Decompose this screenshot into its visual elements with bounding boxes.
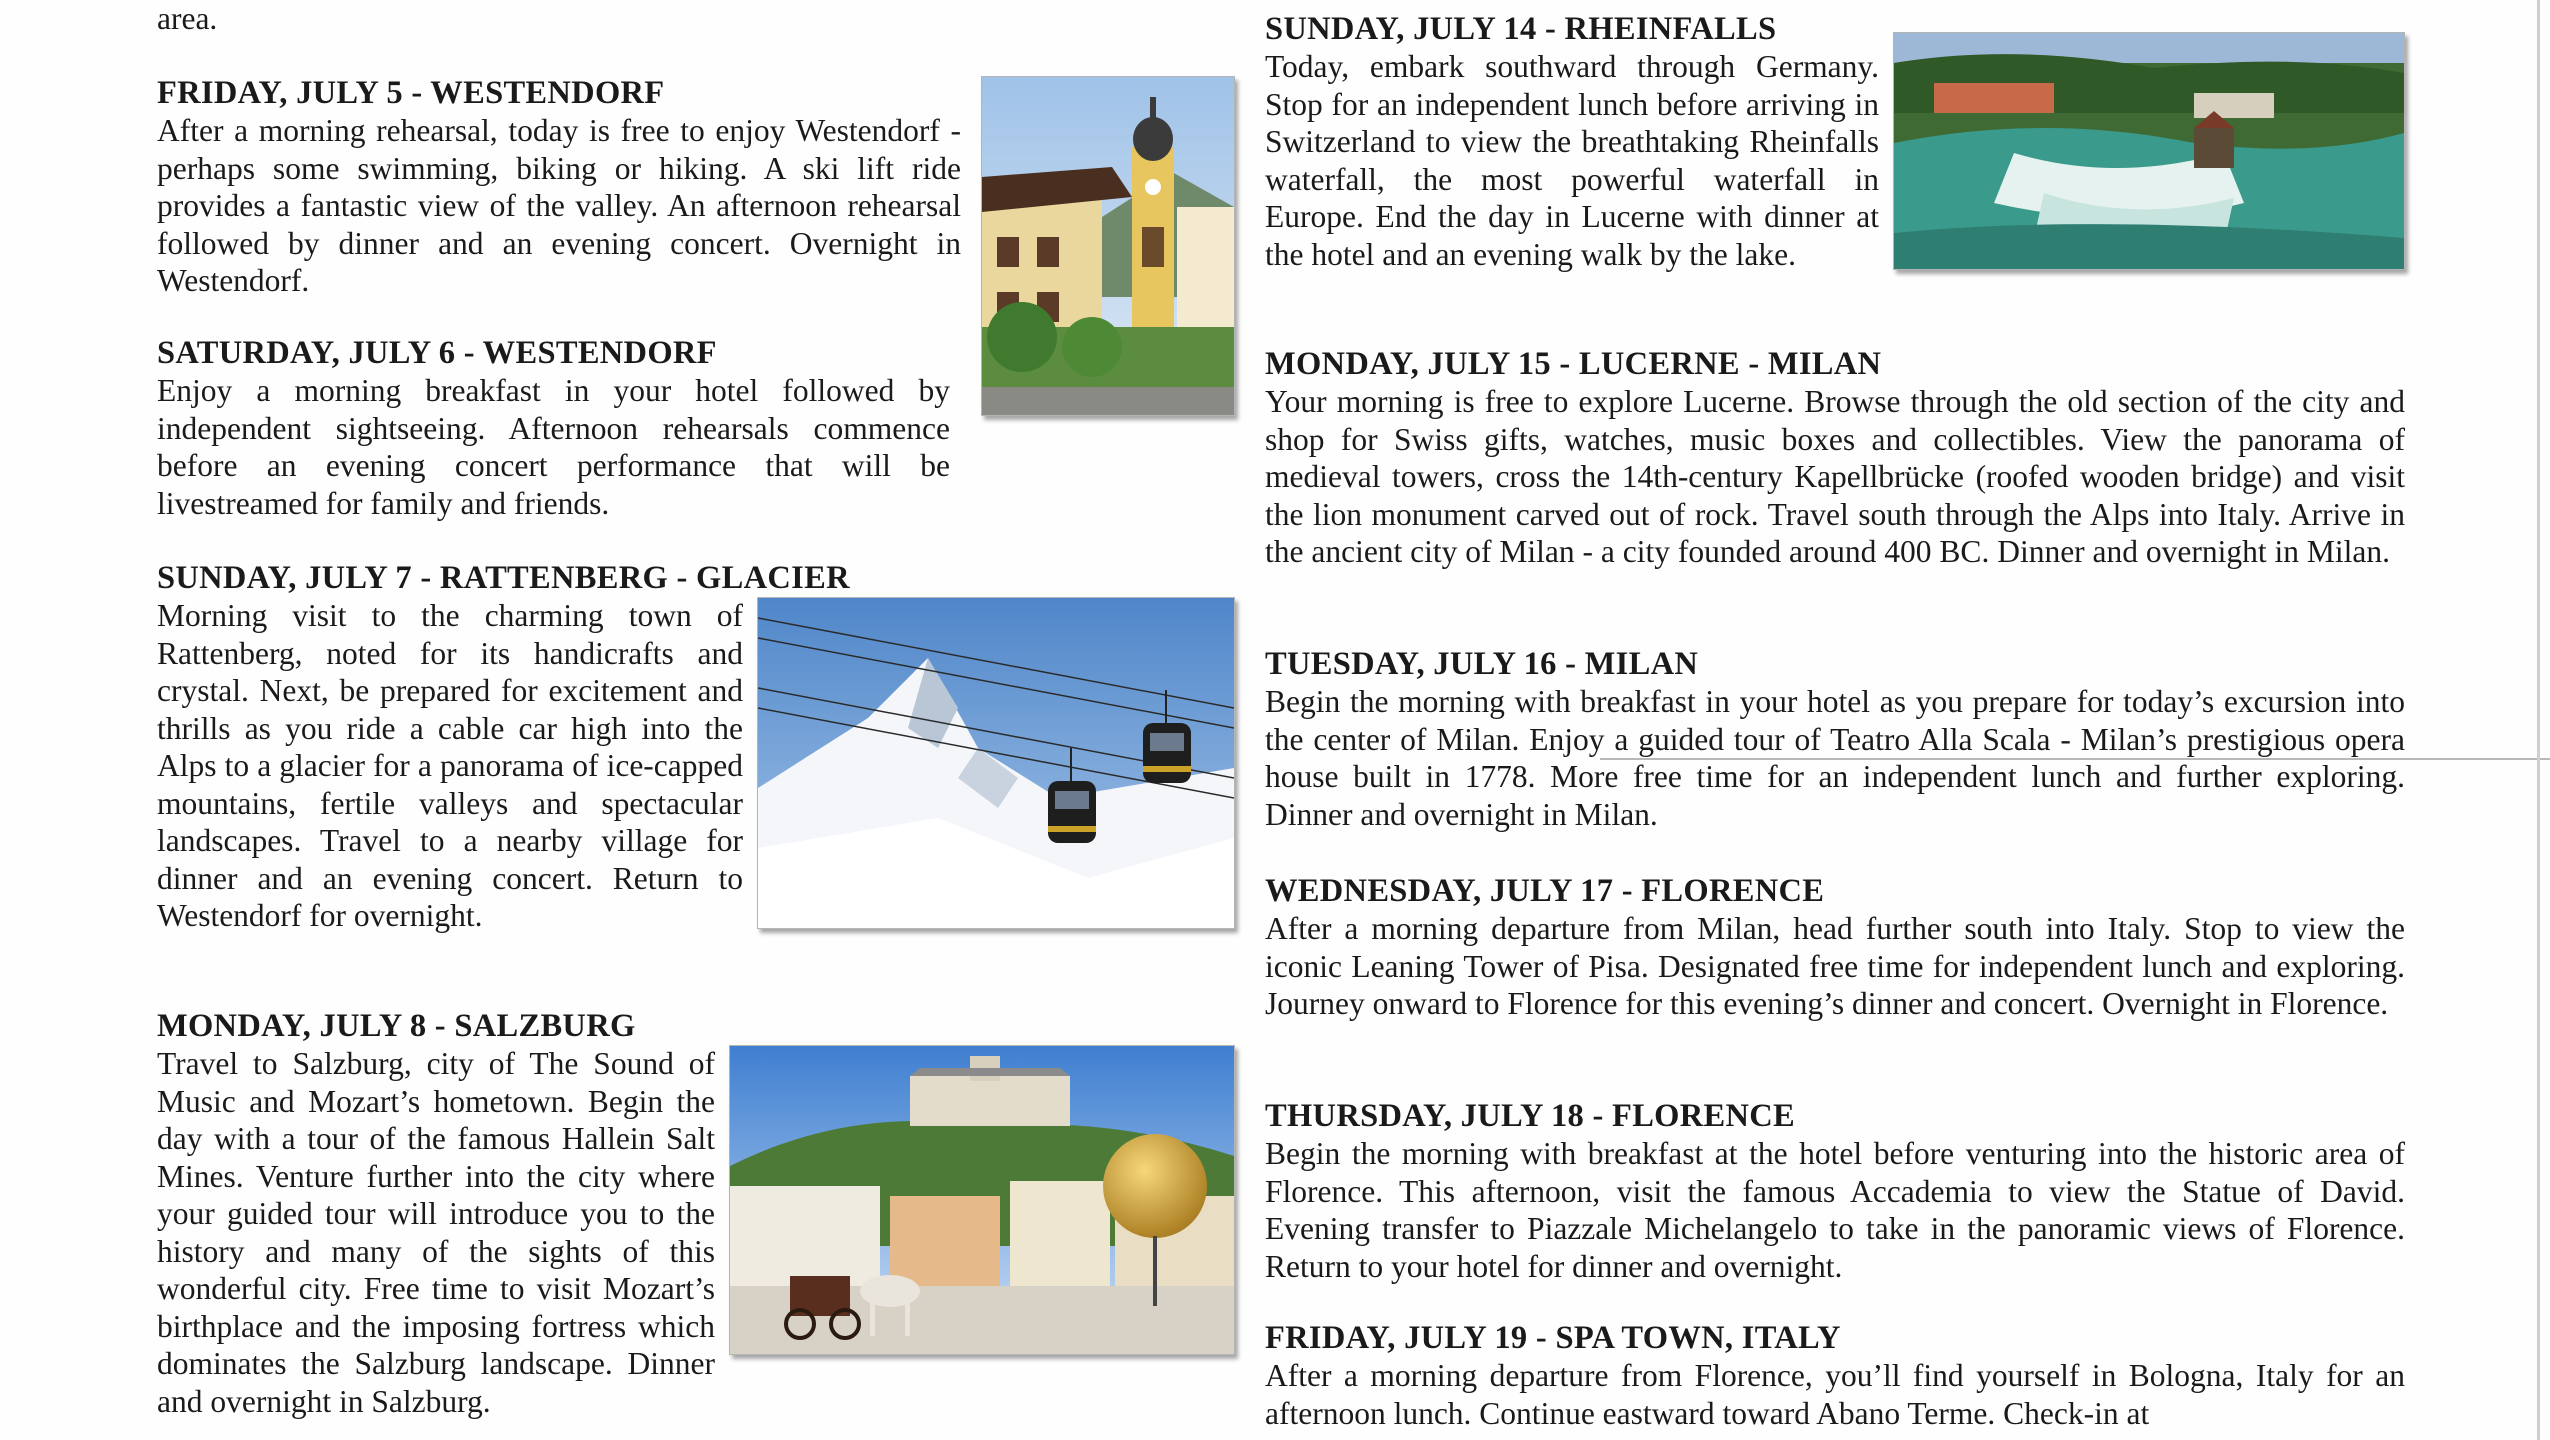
day-title: FRIDAY, JULY 5 - WESTENDORF [157,75,665,111]
salzburg-square-photo [729,1045,1235,1355]
day-title: SUNDAY, JULY 14 - RHEINFALLS [1265,11,1777,47]
day-july-15 [1265,345,2405,571]
day-july-14 [1265,10,2405,273]
day-july-6 [157,334,1235,522]
day-description: Begin the morning with breakfast at the hotel before venturing into the historic area of Florence. This afternoon, visit the famous Accademia to view the Statue of David. Evening transfer to Piazzale Michelangelo to take in the panoramic views of Florence. Return to your hotel for dinner and overnight. [1265,1136,2405,1284]
day-july-16 [1265,645,2405,833]
day-description: After a morning departure from Milan, head further south into Italy. Stop to view the iconic Leaning Tower of Pisa. Designated free time for independent lunch and exploring. Journey onward to Florence for this evening’s dinner and concert. Overnight in Florence. [1265,911,2405,1021]
day-description: Your morning is free to explore Lucerne. Browse through the old section of the city and shop for Swiss gifts, watches, music boxes and collectibles. View the panorama of medieval towers, cross the 14th-century Kapellbrücke (roofed wooden bridge) and visit the lion monument carved out of rock. Travel south through the Alps into Italy. Arrive in the ancient city of Milan - a city founded around 400 BC. Dinner and overnight in Milan. [1265,384,2405,569]
glacier-cable-car-photo [757,597,1235,929]
day-description: Morning visit to the charming town of Rattenberg, noted for its handicrafts and crystal. Next, be prepared for excitement and thrills as you ride a cable car high into the Alps to a glacier for a panorama of ice-capped mountains, fertile valleys and spectacular landscapes. Travel to a nearby village for dinner and an evening concert. Return to Westendorf for overnight. [157,598,743,933]
day-description: Travel to Salzburg, city of The Sound of Music and Mozart’s hometown. Begin the day with a tour of the famous Hallein Salt Mines. Venture further into the city where your guided tour will introduce you to the history and many of the sights of this wonderful city. Free time to visit Mozart’s birthplace and the imposing fortress which dominates the Salzburg landscape. Dinner and overnight in Salzburg. [157,1046,715,1419]
day-title: THURSDAY, JULY 18 - FLORENCE [1265,1098,1796,1134]
day-description: Begin the morning with breakfast in your hotel as you prepare for today’s excursion into the center of Milan. Enjoy a guided tour of Teatro Alla Scala - Milan’s prestigious opera house built in 1778. More free time for an independent lunch and further exploring. Dinner and overnight in Milan. [1265,684,2405,832]
page-edge [2537,0,2540,1440]
day-title: FRIDAY, JULY 19 - SPA TOWN, ITALY [1265,1320,1841,1356]
day-description: Today, embark southward through Germany. Stop for an independent lunch before arriving in Switzerland to view the breathtaking Rheinfalls waterfall, the most powerful waterfall in Europe. End the day in Lucerne with dinner at the hotel and an evening walk by the lake. [1265,49,1879,272]
day-title: MONDAY, JULY 8 - SALZBURG [157,1008,636,1044]
day-july-19 [1265,1319,2405,1432]
intro-fragment: area. [157,1,218,36]
day-july-18 [1265,1097,2405,1285]
day-description: After a morning rehearsal, today is free to enjoy Westendorf - perhaps some swimming, biking or hiking. A ski lift ride provides a fantastic view of the valley. An afternoon rehearsal followed by dinner and an evening concert. Overnight in Westendorf. [157,113,961,298]
day-title: SUNDAY, JULY 7 - RATTENBERG - GLACIER [157,560,850,596]
day-title: TUESDAY, JULY 16 - MILAN [1265,646,1699,682]
rheinfalls-waterfall-photo [1893,32,2405,270]
intro-fragment-block [157,0,1235,38]
day-description: After a morning departure from Florence, you’ll find yourself in Bologna, Italy for an afternoon lunch. Continue eastward toward Abano Terme. Check-in at [1265,1358,2405,1431]
day-title: MONDAY, JULY 15 - LUCERNE - MILAN [1265,346,1882,382]
day-july-7 [157,559,1235,935]
day-title: SATURDAY, JULY 6 - WESTENDORF [157,335,717,371]
day-july-8 [157,1007,1235,1420]
day-description: Enjoy a morning breakfast in your hotel followed by independent sightseeing. Afternoon rehearsals commence before an evening concert performance that will be livestreamed for family and friends. [157,373,950,521]
day-july-17 [1265,872,2405,1023]
day-title: WEDNESDAY, JULY 17 - FLORENCE [1265,873,1825,909]
